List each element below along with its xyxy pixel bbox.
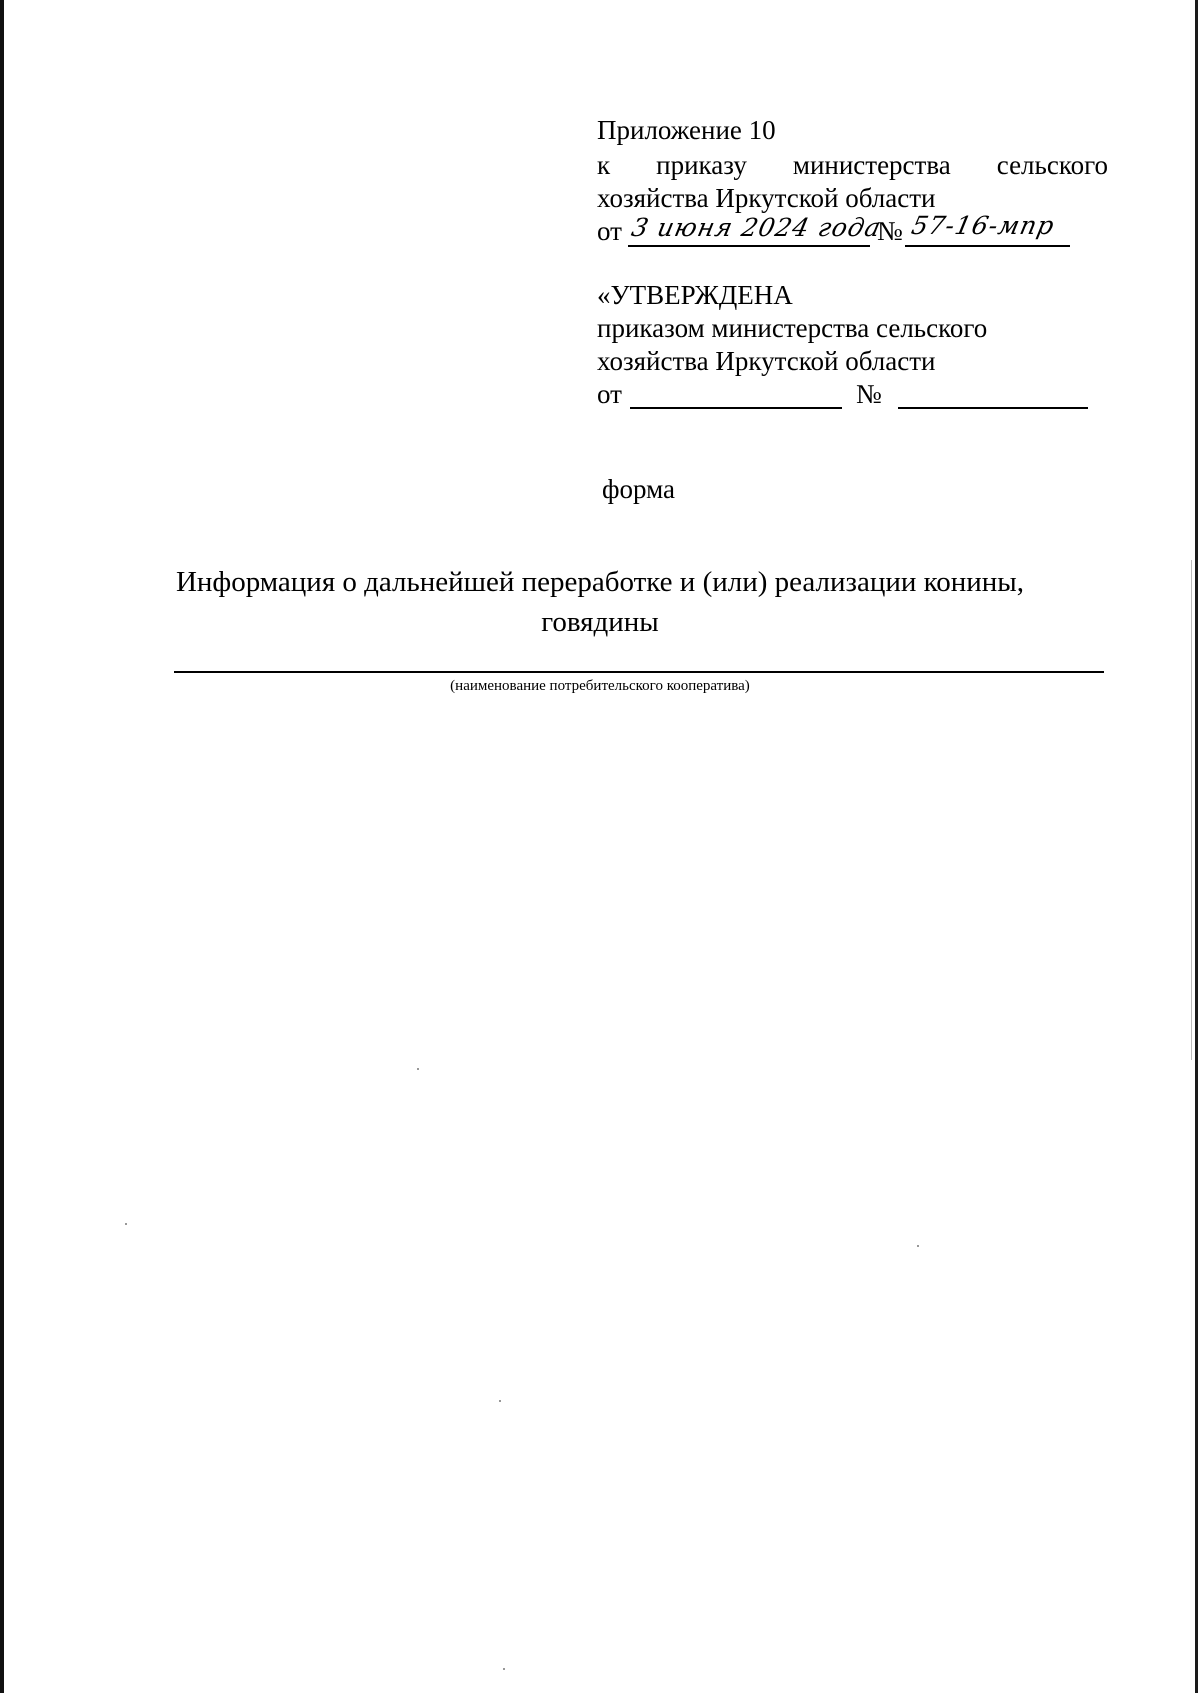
scan-edge-right — [1195, 0, 1198, 1693]
appendix-title: Приложение 10 — [597, 115, 776, 145]
appendix-number-handwritten: 57-16-мпр — [908, 211, 1058, 240]
approval-date-prefix: от — [597, 379, 622, 409]
appendix-number-sign: № — [877, 216, 903, 246]
appendix-word: приказу — [656, 150, 747, 180]
appendix-line-3: хозяйства Иркутской области — [597, 183, 936, 213]
appendix-date-underline — [628, 245, 870, 247]
document-title-line-1: Информация о дальнейшей переработке и (или) реализации конины, — [175, 566, 1025, 598]
approval-number-blank — [898, 407, 1088, 409]
appendix-line-2 — [597, 150, 1108, 180]
scan-edge-left — [0, 0, 4, 1693]
cooperative-name-line — [174, 671, 1104, 673]
appendix-number-underline — [905, 245, 1070, 247]
approval-line-3: хозяйства Иркутской области — [597, 346, 936, 376]
appendix-word: к — [597, 150, 611, 180]
cooperative-name-caption: (наименование потребительского кооператива) — [450, 678, 750, 694]
scan-speck — [503, 1668, 505, 1670]
appendix-date-handwritten: 3 июня 2024 года — [628, 213, 885, 242]
appendix-word: сельского — [996, 150, 1108, 180]
appendix-word: министерства — [792, 150, 951, 180]
scan-speck — [417, 1068, 419, 1070]
scan-speck — [917, 1245, 919, 1247]
document-title-line-2: говядины — [541, 606, 659, 638]
form-label: форма — [602, 474, 675, 504]
approval-date-blank — [630, 407, 842, 409]
approval-line-2: приказом министерства сельского — [597, 313, 988, 343]
approval-number-sign: № — [856, 379, 882, 409]
appendix-date-prefix: от — [597, 216, 622, 246]
scan-speck — [499, 1400, 501, 1402]
scan-speck — [125, 1223, 127, 1225]
approval-heading: «УТВЕРЖДЕНА — [597, 280, 793, 310]
